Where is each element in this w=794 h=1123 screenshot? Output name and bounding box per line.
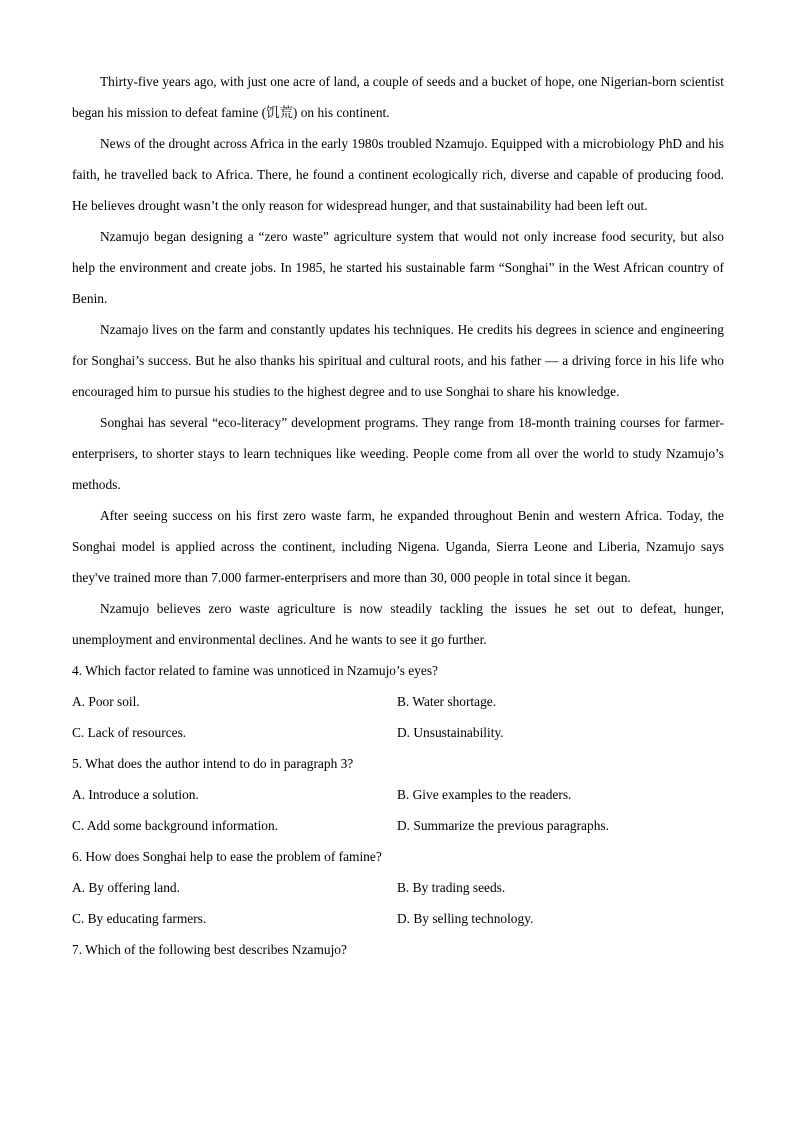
- question-stem: 5. What does the author intend to do in paragraph 3?: [72, 756, 354, 771]
- option-d: D. Unsustainability.: [397, 725, 504, 740]
- option-c: C. By educating farmers.: [72, 911, 207, 926]
- option-d: D. Summarize the previous paragraphs.: [397, 818, 609, 833]
- option-a: A. Poor soil.: [72, 694, 140, 709]
- document-page: [72, 66, 724, 965]
- option-b: B. By trading seeds.: [397, 880, 506, 895]
- question-7: [72, 934, 724, 965]
- option-list: [72, 686, 724, 748]
- option-a: A. By offering land.: [72, 880, 180, 895]
- passage-paragraph-5: Songhai has several “eco-literacy” development programs. They range from 18-month training courses for farmer-enterprisers, to shorter stays to learn techniques like weeding. People come from all over the world to study Nzamujo’s methods.: [72, 415, 724, 492]
- passage-paragraph-1: Thirty-five years ago, with just one acre of land, a couple of seeds and a bucket of hope, one Nigerian-born scientist began his mission to defeat famine (饥荒) on his continent.: [72, 74, 724, 120]
- option-b: B. Give examples to the readers.: [397, 787, 572, 802]
- option-b: B. Water shortage.: [397, 694, 497, 709]
- option-c: C. Add some background information.: [72, 818, 279, 833]
- question-4: [72, 655, 724, 748]
- passage-paragraph-7: Nzamujo believes zero waste agriculture is now steadily tackling the issues he set out to defeat, hunger, unemployment and environmental declines. And he wants to see it go further.: [72, 601, 724, 647]
- reading-passage: [72, 66, 724, 655]
- question-6: [72, 841, 724, 934]
- option-list: [72, 872, 724, 934]
- passage-paragraph-3: Nzamujo began designing a “zero waste” agriculture system that would not only increase food security, but also help the environment and create jobs. In 1985, he started his sustainable farm “Songhai” in the West African country of Benin.: [72, 229, 724, 306]
- option-d: D. By selling technology.: [397, 911, 534, 926]
- option-c: C. Lack of resources.: [72, 725, 187, 740]
- option-list: [72, 779, 724, 841]
- option-a: A. Introduce a solution.: [72, 787, 199, 802]
- passage-paragraph-4: Nzamajo lives on the farm and constantly updates his techniques. He credits his degrees in science and engineering for Songhai’s success. But he also thanks his spiritual and cultural roots, and his father — a driving force in his life who encouraged him to pursue his studies to the highest degree and to use Songhai to share his knowledge.: [72, 322, 724, 399]
- passage-paragraph-2: News of the drought across Africa in the early 1980s troubled Nzamujo. Equipped with a microbiology PhD and his faith, he travelled back to Africa. There, he found a continent ecologically rich, diverse and capable of producing food. He believes drought wasn’t the only reason for widespread hunger, and that sustainability had been left out.: [72, 136, 724, 213]
- passage-paragraph-6: After seeing success on his first zero waste farm, he expanded throughout Benin and western Africa. Today, the Songhai model is applied across the continent, including Nigena. Uganda, Sierra Leone and Liberia, Nzamujo says they've trained more than 7.000 farmer-enterprisers and more than 30, 000 people in total since it began.: [72, 508, 724, 585]
- question-stem: 4. Which factor related to famine was unnoticed in Nzamujo’s eyes?: [72, 663, 439, 678]
- question-stem: 6. How does Songhai help to ease the problem of famine?: [72, 849, 382, 864]
- question-5: [72, 748, 724, 841]
- question-stem: 7. Which of the following best describes Nzamujo?: [72, 942, 347, 957]
